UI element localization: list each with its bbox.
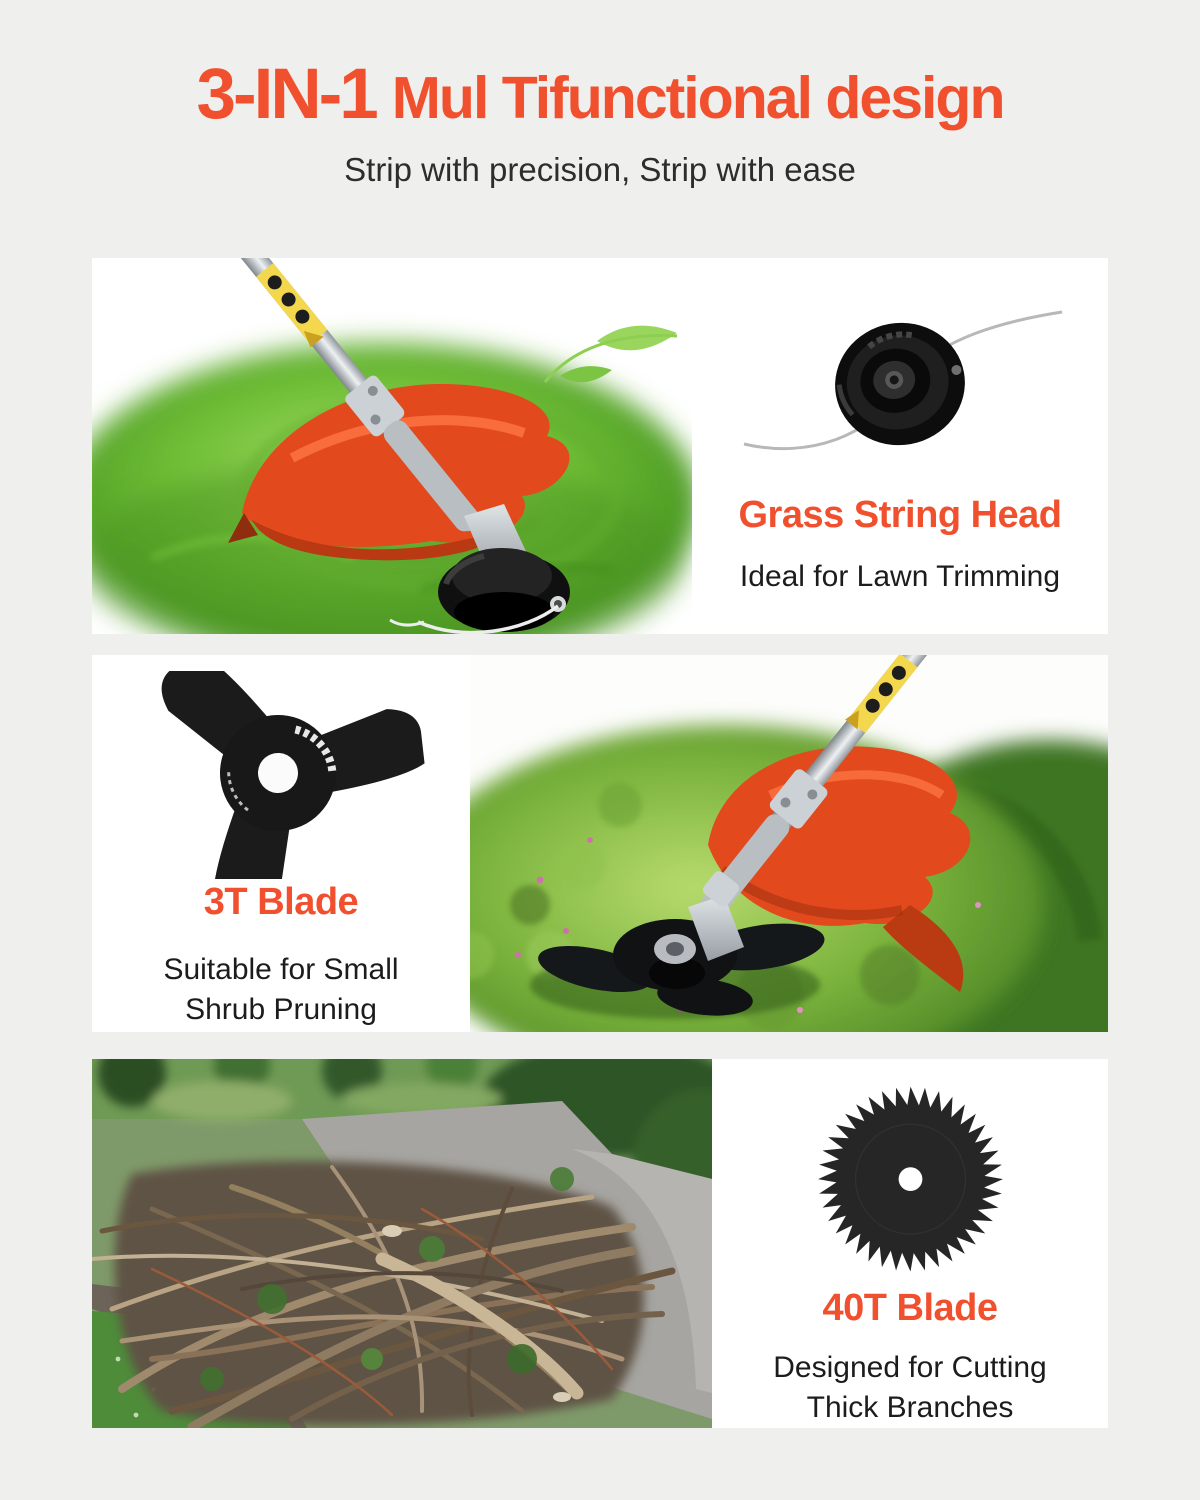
section-description: Ideal for Lawn Trimming: [739, 560, 1061, 593]
section-40t-blade: [92, 1059, 1108, 1428]
section-title: 3T Blade: [203, 881, 359, 923]
section-title: 40T Blade: [822, 1287, 998, 1330]
header: [0, 54, 1200, 189]
page-title: [0, 54, 1200, 135]
section-description: Suitable for Small Shrub Pruning: [163, 953, 399, 1026]
section-title: Grass String Head: [738, 494, 1062, 536]
40t-saw-blade-product-image: [808, 1083, 1013, 1275]
shrub-pruning-illustration: [470, 655, 1108, 1032]
page-title-emphasis: 3-IN-1: [196, 55, 376, 134]
pile-of-thick-branches-photo: [92, 1059, 712, 1428]
trimmer-3t-blade-pruning-shrubs-photo: [470, 655, 1108, 1032]
section-description: Designed for Cutting Thick Branches: [773, 1351, 1047, 1425]
3t-blade-info: [92, 655, 470, 1032]
grass-string-head-info: [692, 258, 1108, 634]
page-subtitle: Strip with precision, Strip with ease: [344, 151, 856, 188]
3t-blade-product-image: [126, 671, 436, 879]
grass-trimming-illustration: [92, 258, 692, 634]
section-grass-string-head: [92, 258, 1108, 634]
section-3t-blade: [92, 655, 1108, 1032]
grass-string-head-product-image: [730, 284, 1070, 482]
string-trimmer-cutting-grass-photo: [92, 258, 692, 634]
branch-pile-illustration: [92, 1059, 712, 1428]
40t-blade-info: [712, 1059, 1108, 1428]
page-title-rest: Mul Tifunctional design: [391, 65, 1004, 131]
